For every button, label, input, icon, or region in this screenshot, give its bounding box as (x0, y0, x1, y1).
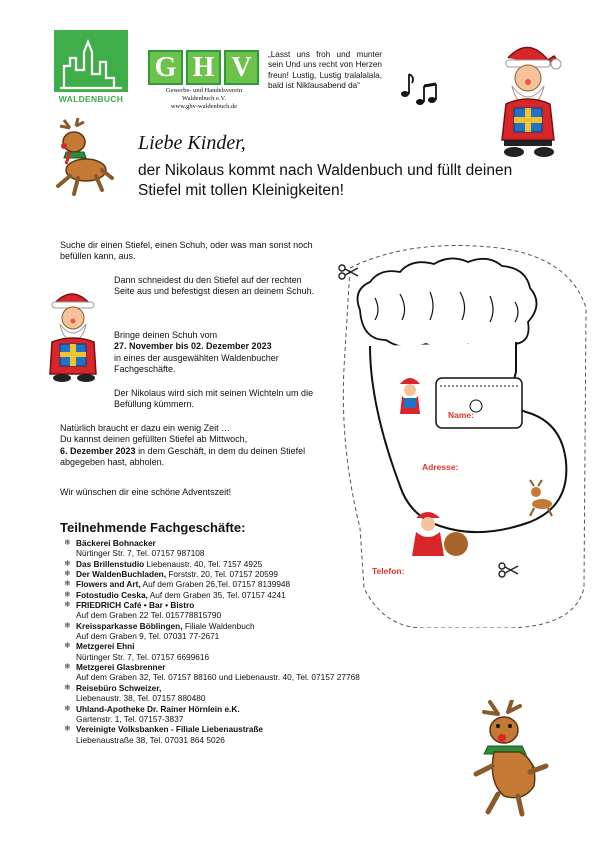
shop-name: Vereinigte Volksbanken - Filiale Liebenaustraße (76, 724, 264, 735)
ghv-logo (148, 50, 260, 130)
shop-item (64, 600, 364, 621)
snowflake-icon: ❄ (64, 600, 71, 610)
shop-item (64, 590, 364, 600)
paragraph-schneidest: Dann schneidest du den Stiefel auf der rechten Seite aus und befestigst diesen an deinem Schuh. (114, 275, 315, 297)
shop-item (64, 662, 364, 683)
paragraph-wunsch: Wir wünschen dir eine schöne Adventszeit! (60, 487, 232, 497)
paragraph-nikolaus: Der Nikolaus wird sich mit seinen Wichteln um die Befüllung kümmern. (114, 388, 314, 410)
waldenbuch-logo-text: WALDENBUCH (58, 94, 124, 104)
ghv-letter: H (186, 50, 221, 85)
intro-text: der Nikolaus kommt nach Waldenbuch und füllt deinen Stiefel mit tollen Kleinigkeiten! (138, 162, 513, 199)
bringe-text-1: Bringe deinen Schuh vom (114, 330, 218, 340)
snowflake-icon: ❄ (64, 569, 71, 579)
snowflake-icon: ❄ (64, 579, 71, 589)
shop-name: Metzgerei Glasbrenner (76, 662, 166, 673)
shop-rest: Filiale Waldenbuch (182, 620, 255, 631)
shop-name: Uhland-Apotheke Dr. Rainer Hörnlein e.K. (76, 703, 240, 714)
shop-name: Bäckerei Bohnacker (76, 538, 156, 548)
santa-with-gift-illustration (42, 288, 104, 384)
stocking-cuff (358, 258, 537, 349)
shop-item (64, 724, 364, 745)
shop-item (64, 641, 364, 662)
scissors-icon (339, 265, 358, 279)
shop-item (64, 621, 364, 642)
shop-name: Das Brillenstudio (76, 558, 145, 569)
shop-address: Auf dem Graben 32, Tel. 07157 88160 und Liebenaustr. 40, Tel. 07157 27768 (76, 672, 360, 683)
greeting: Liebe Kinder, (138, 132, 246, 154)
music-notes-icon (398, 68, 438, 108)
shop-rest: Auf dem Graben 35, Tel. 07157 4241 (147, 589, 286, 600)
shop-name: FRIEDRICH Café • Bar • Bistro (76, 600, 195, 611)
name-label: Name: (448, 410, 474, 420)
paragraph-natuerlich (60, 423, 330, 469)
shop-rest: Auf dem Graben 26,Tel. 07157 8139948 (140, 579, 291, 590)
bringe-dates: 27. November bis 02. Dezember 2023 (114, 341, 272, 352)
shop-item (64, 559, 364, 569)
waldenbuch-town-icon (54, 30, 128, 92)
shop-address: Liebenaustraße 38, Tel. 07031 864 5026 (76, 734, 225, 745)
shop-item (64, 683, 364, 704)
address-label: Adresse: (422, 462, 459, 472)
snowflake-icon: ❄ (64, 703, 71, 713)
shops-heading: Teilnehmende Fachgeschäfte: (60, 520, 246, 535)
reindeer-illustration (458, 700, 558, 820)
waldenbuch-logo (54, 30, 128, 108)
shop-name: Metzgerei Ehni (76, 641, 135, 652)
shop-rest: Forststr. 20, Tel. 07157 20599 (166, 569, 278, 580)
shop-item (64, 569, 364, 579)
paragraph-bringe (114, 330, 319, 376)
snowflake-icon: ❄ (64, 620, 71, 630)
shop-address: Auf dem Graben 9, Tel. 07031 77-2671 (76, 631, 220, 642)
ghv-line3: www.ghv-waldenbuch.de (170, 103, 238, 110)
shop-list (64, 538, 364, 745)
snowflake-icon: ❄ (64, 724, 71, 734)
shop-item (64, 579, 364, 589)
shop-name: Der WaldenBuchladen, (76, 569, 167, 580)
shop-address: Auf dem Graben 22 Tel. 015778815790 (76, 610, 222, 621)
scissors-icon (499, 563, 518, 577)
shop-address: Nürtinger Str. 7, Tel. 07157 987108 (76, 548, 205, 559)
song-quote: „Lasst uns froh und munter sein Und uns recht von Herzen freun! Lustig, Lustig tralalalala, bald ist Niklausabend da“ (268, 50, 382, 90)
shop-address: Nürtinger Str. 7, Tel. 07157 6699616 (76, 651, 210, 662)
shop-name: Reisebüro Schweizer, (76, 682, 162, 693)
shop-name: Flowers and Art, (76, 579, 141, 590)
ghv-letter: V (224, 50, 259, 85)
shop-name: Fotostudio Ceska, (76, 589, 148, 600)
snowflake-icon: ❄ (64, 589, 71, 599)
shop-address: Gartenstr. 1, Tel. 07157-3837 (76, 713, 184, 724)
shop-item (64, 704, 364, 725)
bringe-text-2: in eines der ausgewählten Waldenbucher Fachgeschäfte. (114, 352, 279, 375)
shop-item (64, 538, 364, 559)
snowflake-icon: ❄ (64, 662, 71, 672)
paragraph-suche: Suche dir einen Stiefel, einen Schuh, oder was man sonst noch befüllen kann, aus. (60, 240, 313, 262)
snowflake-icon: ❄ (64, 558, 71, 568)
ghv-line1: Gewerbe- und Handelsverein (165, 87, 243, 94)
natuerlich-text-2: Du kannst deinen gefüllten Stiefel ab Mittwoch, (60, 434, 248, 445)
snowflake-icon: ❄ (64, 682, 71, 692)
stocking-cutout (330, 238, 590, 628)
snowflake-icon: ❄ (64, 538, 71, 547)
shop-address: Liebenaustr. 38, Tel. 07157 880480 (76, 693, 206, 704)
shop-rest: Liebenaustr. 40, Tel. 7157 4925 (144, 558, 263, 569)
ghv-line2: Waldenbuch e.V. (182, 95, 226, 102)
natuerlich-text-1: Natürlich braucht er dazu ein wenig Zeit … (60, 423, 231, 433)
shop-name: Kreissparkasse Böblingen, (76, 620, 183, 631)
headline (138, 132, 558, 200)
snowflake-icon: ❄ (64, 641, 71, 651)
natuerlich-date: 6. Dezember 2023 (60, 445, 136, 456)
ghv-letter: G (148, 50, 183, 85)
reindeer-illustration (40, 118, 116, 202)
natuerlich-text-3: in dem Geschäft, in dem du deinen Stiefel abgegeben hast, abholen. (60, 445, 306, 468)
phone-label: Telefon: (372, 566, 405, 576)
